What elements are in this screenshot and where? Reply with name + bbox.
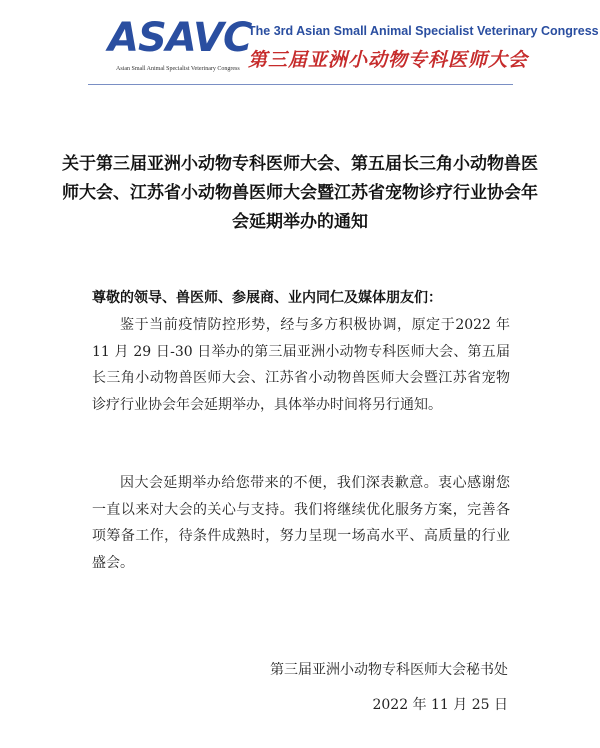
congress-name-zh: 第三届亚洲小动物专科医师大会	[248, 49, 529, 71]
asavc-logo	[108, 14, 252, 76]
logo-subtitle: Asian Small Animal Specialist Veterinary Congress	[116, 66, 240, 72]
logo-wordmark: ASAVC	[108, 15, 252, 61]
letterhead	[0, 0, 600, 90]
header-divider	[88, 84, 513, 85]
paragraph-postponement: 鉴于当前疫情防控形势，经与多方积极协调，原定于2022 年 11 月 29 日-30 日举办的第三届亚洲小动物专科医师大会、第五届长三角小动物兽医师大会、江苏省小动物兽医师大会暨江苏省宠物诊疗行业协会年会延期举办，具体举办时间将另行通知。	[92, 317, 510, 413]
signature: 第三届亚洲小动物专科医师大会秘书处	[270, 662, 508, 678]
congress-name-en: The 3rd Asian Small Animal Specialist Veterinary Congress	[248, 24, 599, 38]
notice-title: 关于第三届亚洲小动物专科医师大会、第五届长三角小动物兽医师大会、江苏省小动物兽医师大会暨江苏省宠物诊疗行业协会年会延期举办的通知	[62, 154, 538, 232]
paragraph-apology: 因大会延期举办给您带来的不便，我们深表歉意。衷心感谢您一直以来对大会的关心与支持。我们将继续优化服务方案，完善各项筹备工作，待条件成熟时，努力呈现一场高水平、高质量的行业盛会。	[92, 475, 510, 571]
salutation: 尊敬的领导、兽医师、参展商、业内同仁及媒体朋友们：	[92, 290, 442, 306]
notice-date: 2022 年 11 月 25 日	[372, 697, 508, 713]
